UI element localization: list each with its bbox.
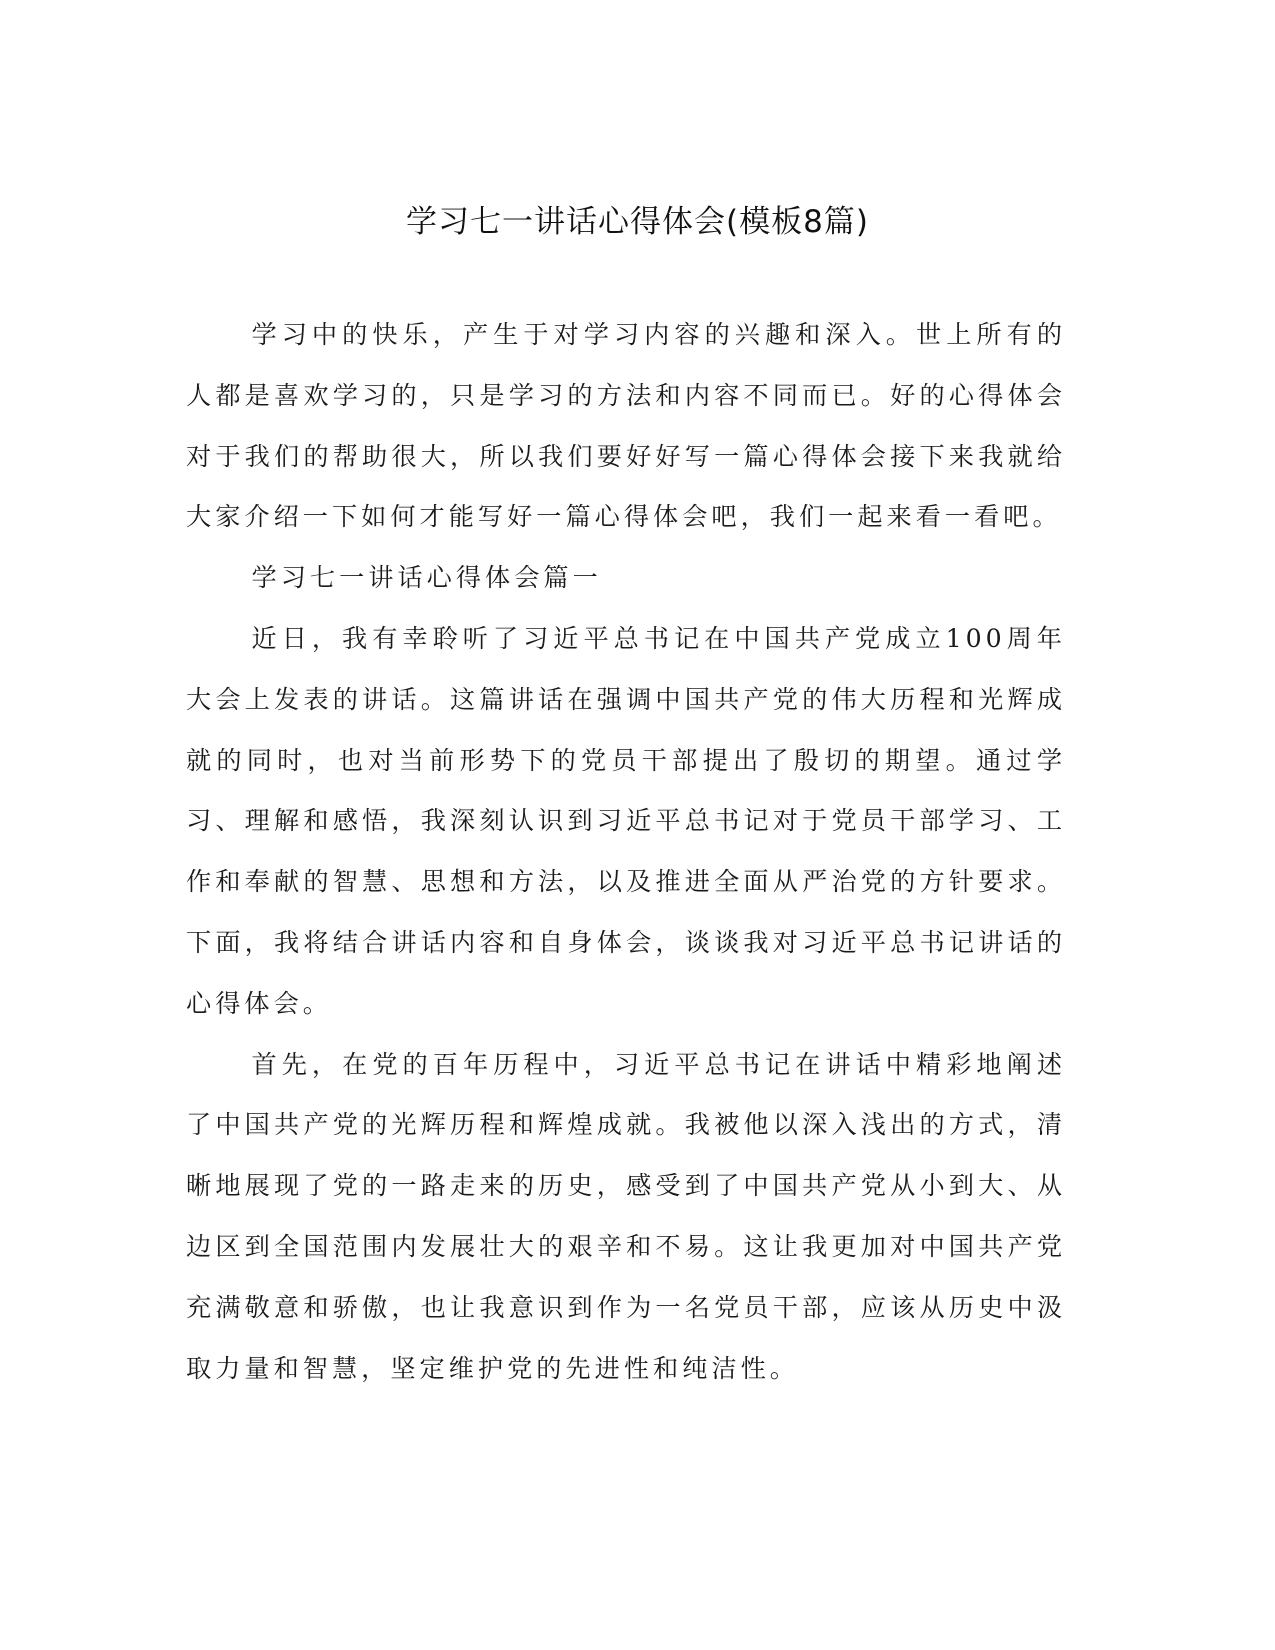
body-paragraph: 近日，我有幸聆听了习近平总书记在中国共产党成立100周年大会上发表的讲话。这篇讲话在强调中国共产党的伟大历程和光辉成就的同时，也对当前形势下的党员干部提出了殷切的期望。通过学习、理解和感悟，我深刻认识到习近平总书记对于党员干部学习、工作和奉献的智慧、思想和方法，以及推进全面从严治党的方针要求。下面，我将结合讲话内容和自身体会，谈谈我对习近平总书记讲话的心得体会。 [186, 623, 1066, 1018]
document-body [186, 232, 1066, 1399]
document-title: 学习七一讲话心得体会(模板8篇) [406, 204, 869, 240]
body-paragraph: 首先，在党的百年历程中，习近平总书记在讲话中精彩地阐述了中国共产党的光辉历程和辉煌成就。我被他以深入浅出的方式，清晰地展现了党的一路走来的历史，感受到了中国共产党从小到大、从边区到全国范围内发展壮大的艰辛和不易。这让我更加对中国共产党充满敬意和骄傲，也让我意识到作为一名党员干部，应该从历史中汲取力量和智慧，坚定维护党的先进性和纯洁性。 [186, 1049, 1066, 1383]
intro-paragraph: 学习中的快乐，产生于对学习内容的兴趣和深入。世上所有的人都是喜欢学习的，只是学习的方法和内容不同而已。好的心得体会对于我们的帮助很大，所以我们要好好写一篇心得体会接下来我就给大家介绍一下如何才能写好一篇心得体会吧，我们一起来看一看吧。 [186, 320, 1066, 532]
section-heading: 学习七一讲话心得体会篇一 [251, 563, 602, 593]
